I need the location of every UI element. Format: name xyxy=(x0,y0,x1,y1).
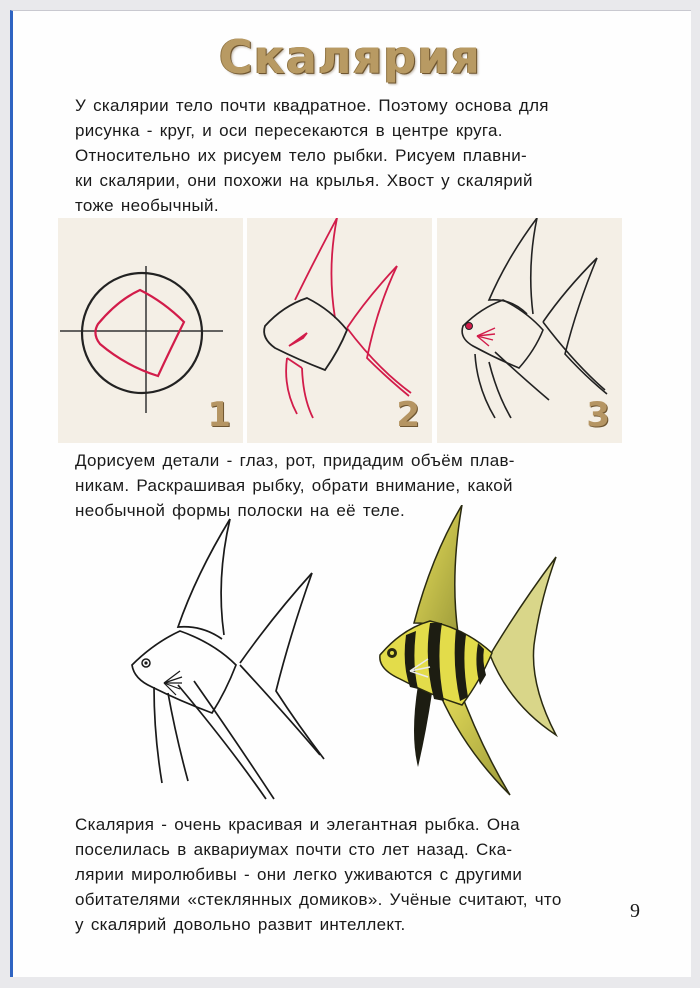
text-line: никам. Раскрашивая рыбку, обрати внимание, какой xyxy=(75,476,513,495)
text-line: У скалярии тело почти квадратное. Поэтому основа для xyxy=(75,96,549,115)
step-panel-2 xyxy=(247,218,432,443)
fish-outline-drawing xyxy=(118,515,338,810)
text-line: лярии миролюбивы - они легко уживаются с другими xyxy=(75,865,523,884)
text-line: Относительно их рисуем тело рыбки. Рисуем плавни- xyxy=(75,146,527,165)
intro-paragraph xyxy=(75,93,615,218)
step-number: 2 xyxy=(396,395,420,435)
text-line: обитателями «стеклянных домиков». Учёные считают, что xyxy=(75,890,562,909)
step-panel-1 xyxy=(58,218,243,443)
text-line: рисунка - круг, и оси пересекаются в центре круга. xyxy=(75,121,503,140)
page-number: 9 xyxy=(630,900,640,922)
step-number: 1 xyxy=(207,395,231,435)
text-line: необычной формы полоски на её теле. xyxy=(75,501,405,520)
text-line: Скалярия - очень красивая и элегантная рыбка. Она xyxy=(75,815,520,834)
text-line: у скалярий довольно развит интеллект. xyxy=(75,915,406,934)
text-line: поселилась в аквариумах почти сто лет назад. Ска- xyxy=(75,840,513,859)
closing-paragraph xyxy=(75,812,615,937)
text-line: тоже необычный. xyxy=(75,196,219,215)
step-number: 3 xyxy=(586,395,610,435)
step-panel-3 xyxy=(437,218,622,443)
text-line: ки скалярии, они похожи на крылья. Хвост у скалярий xyxy=(75,171,533,190)
text-line: Дорисуем детали - глаз, рот, придадим объём плав- xyxy=(75,451,515,470)
page-title: Скалярия xyxy=(219,30,481,84)
fish-colored-drawing xyxy=(370,505,575,800)
